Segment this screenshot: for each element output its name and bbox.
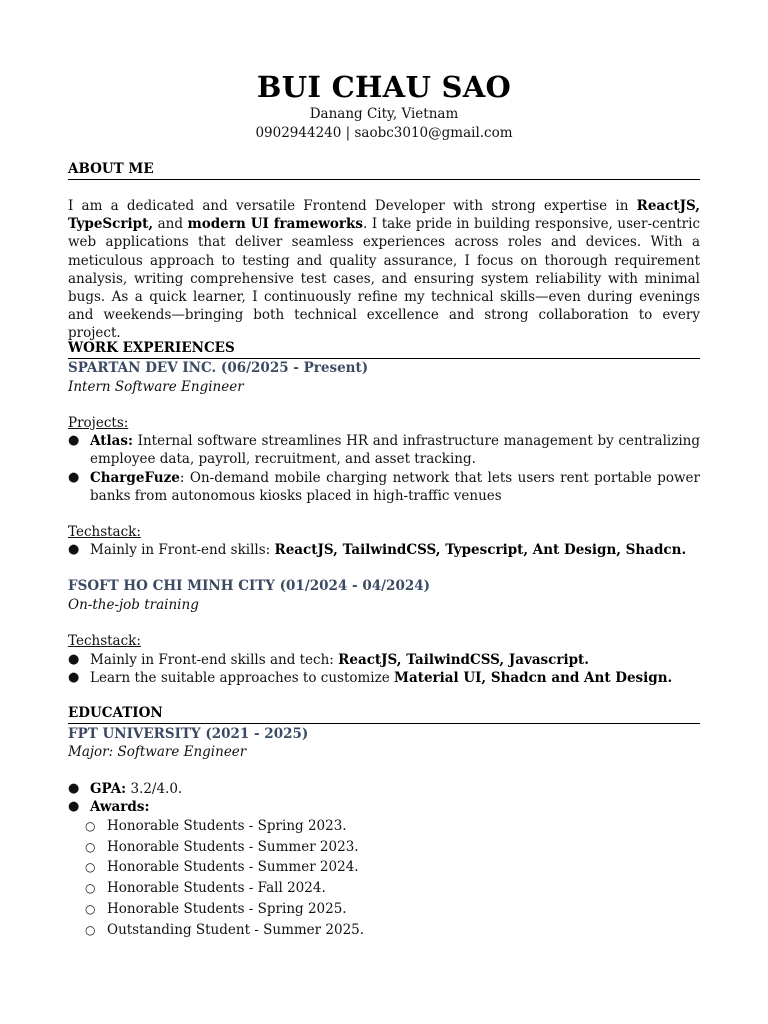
job2-techstack-label: Techstack:	[68, 633, 141, 649]
techstack-prefix: Learn the suitable approaches to customize	[90, 670, 395, 686]
project-text	[90, 469, 700, 505]
job2-techstack-item	[68, 669, 700, 687]
award-text: Honorable Students - Spring 2023.	[107, 818, 347, 834]
awards-text	[90, 798, 700, 816]
gpa-value: 3.2/4.0.	[126, 781, 183, 797]
education-section-title: EDUCATION	[68, 705, 700, 724]
major: Major: Software Engineer	[68, 744, 247, 760]
bullet-icon: ●	[68, 781, 80, 796]
award-text: Outstanding Student - Summer 2025.	[107, 922, 365, 938]
bullet-icon: ●	[68, 542, 80, 557]
gpa-text	[90, 780, 700, 798]
awards-item	[68, 798, 700, 816]
about-bold-1: ReactJS, TypeScript,	[68, 198, 700, 233]
circle-bullet-icon: ○	[85, 923, 96, 937]
awards-label: Awards:	[90, 799, 150, 815]
award-text: Honorable Students - Summer 2024.	[107, 859, 359, 875]
project-desc: Internal software streamlines HR and infrastructure management by centralizing employee data, payroll, recruitment, and asset tracking.	[90, 433, 700, 467]
techstack-prefix: Mainly in Front-end skills and tech:	[90, 652, 339, 668]
project-text	[90, 432, 700, 468]
about-section-title: ABOUT ME	[68, 161, 700, 180]
circle-bullet-icon: ○	[85, 819, 96, 833]
circle-bullet-icon: ○	[85, 860, 96, 874]
award-text: Honorable Students - Summer 2023.	[107, 839, 359, 855]
techstack-text	[90, 651, 700, 669]
job1-company: SPARTAN DEV INC. (06/2025 - Present)	[68, 360, 369, 376]
job1-projects-label: Projects:	[68, 415, 129, 431]
project-desc: : On-demand mobile charging network that lets users rent portable power banks from autonomous kiosks placed in high-traffic venues	[90, 470, 700, 504]
bullet-icon: ●	[68, 799, 80, 814]
circle-bullet-icon: ○	[85, 840, 96, 854]
gpa-label: GPA:	[90, 781, 127, 797]
project-item-atlas	[68, 432, 700, 468]
techstack-bold: ReactJS, TailwindCSS, Typescript, Ant Design, Shadcn.	[274, 542, 687, 558]
bullet-icon: ●	[68, 470, 80, 485]
techstack-text	[90, 669, 700, 687]
bullet-icon: ●	[68, 433, 80, 448]
about-bold-2: modern UI frameworks	[187, 216, 363, 233]
school-name: FPT UNIVERSITY (2021 - 2025)	[68, 726, 309, 742]
candidate-name: BUI CHAU SAO	[256, 70, 512, 104]
job1-role: Intern Software Engineer	[68, 379, 244, 395]
award-text: Honorable Students - Spring 2025.	[107, 901, 347, 917]
job2-techstack-item	[68, 651, 700, 669]
circle-bullet-icon: ○	[85, 902, 96, 916]
about-text-3: . I take pride in building responsive, user-centric web applications that deliver seamless experiences across roles and devices. With a meticulous approach to testing and quality assurance, I focus on thorough requirement analysis, writing comprehensive test cases, and ensuring system reliability with minimal bugs. As a quick learner, I continuously refine my technical skills—even during evenings and weekends—bringing both technical excellence and strong collaboration to every project.	[68, 216, 701, 342]
techstack-bold: ReactJS, TailwindCSS, Javascript.	[338, 652, 589, 668]
job2-company: FSOFT HO CHI MINH CITY (01/2024 - 04/2024)	[68, 578, 431, 594]
about-text-1: I am a dedicated and versatile Frontend Developer with strong expertise in	[68, 198, 637, 214]
location: Danang City, Vietnam	[309, 106, 459, 122]
contact-info: 0902944240 | saobc3010@gmail.com	[255, 125, 513, 141]
project-name: ChargeFuze	[90, 470, 180, 486]
bullet-icon: ●	[68, 652, 80, 667]
project-name: Atlas:	[90, 433, 133, 449]
about-text-2: and	[153, 216, 188, 233]
work-section-title: WORK EXPERIENCES	[68, 340, 700, 359]
techstack-text	[90, 541, 700, 559]
gpa-item	[68, 780, 700, 798]
project-item-chargefuze	[68, 469, 700, 505]
job2-role: On-the-job training	[68, 597, 199, 613]
circle-bullet-icon: ○	[85, 881, 96, 895]
techstack-prefix: Mainly in Front-end skills:	[90, 542, 275, 558]
job1-techstack-item	[68, 541, 700, 559]
award-text: Honorable Students - Fall 2024.	[107, 880, 326, 896]
job1-techstack-label: Techstack:	[68, 524, 141, 540]
techstack-bold: Material UI, Shadcn and Ant Design.	[394, 670, 673, 686]
bullet-icon: ●	[68, 670, 80, 685]
about-paragraph	[68, 197, 700, 343]
